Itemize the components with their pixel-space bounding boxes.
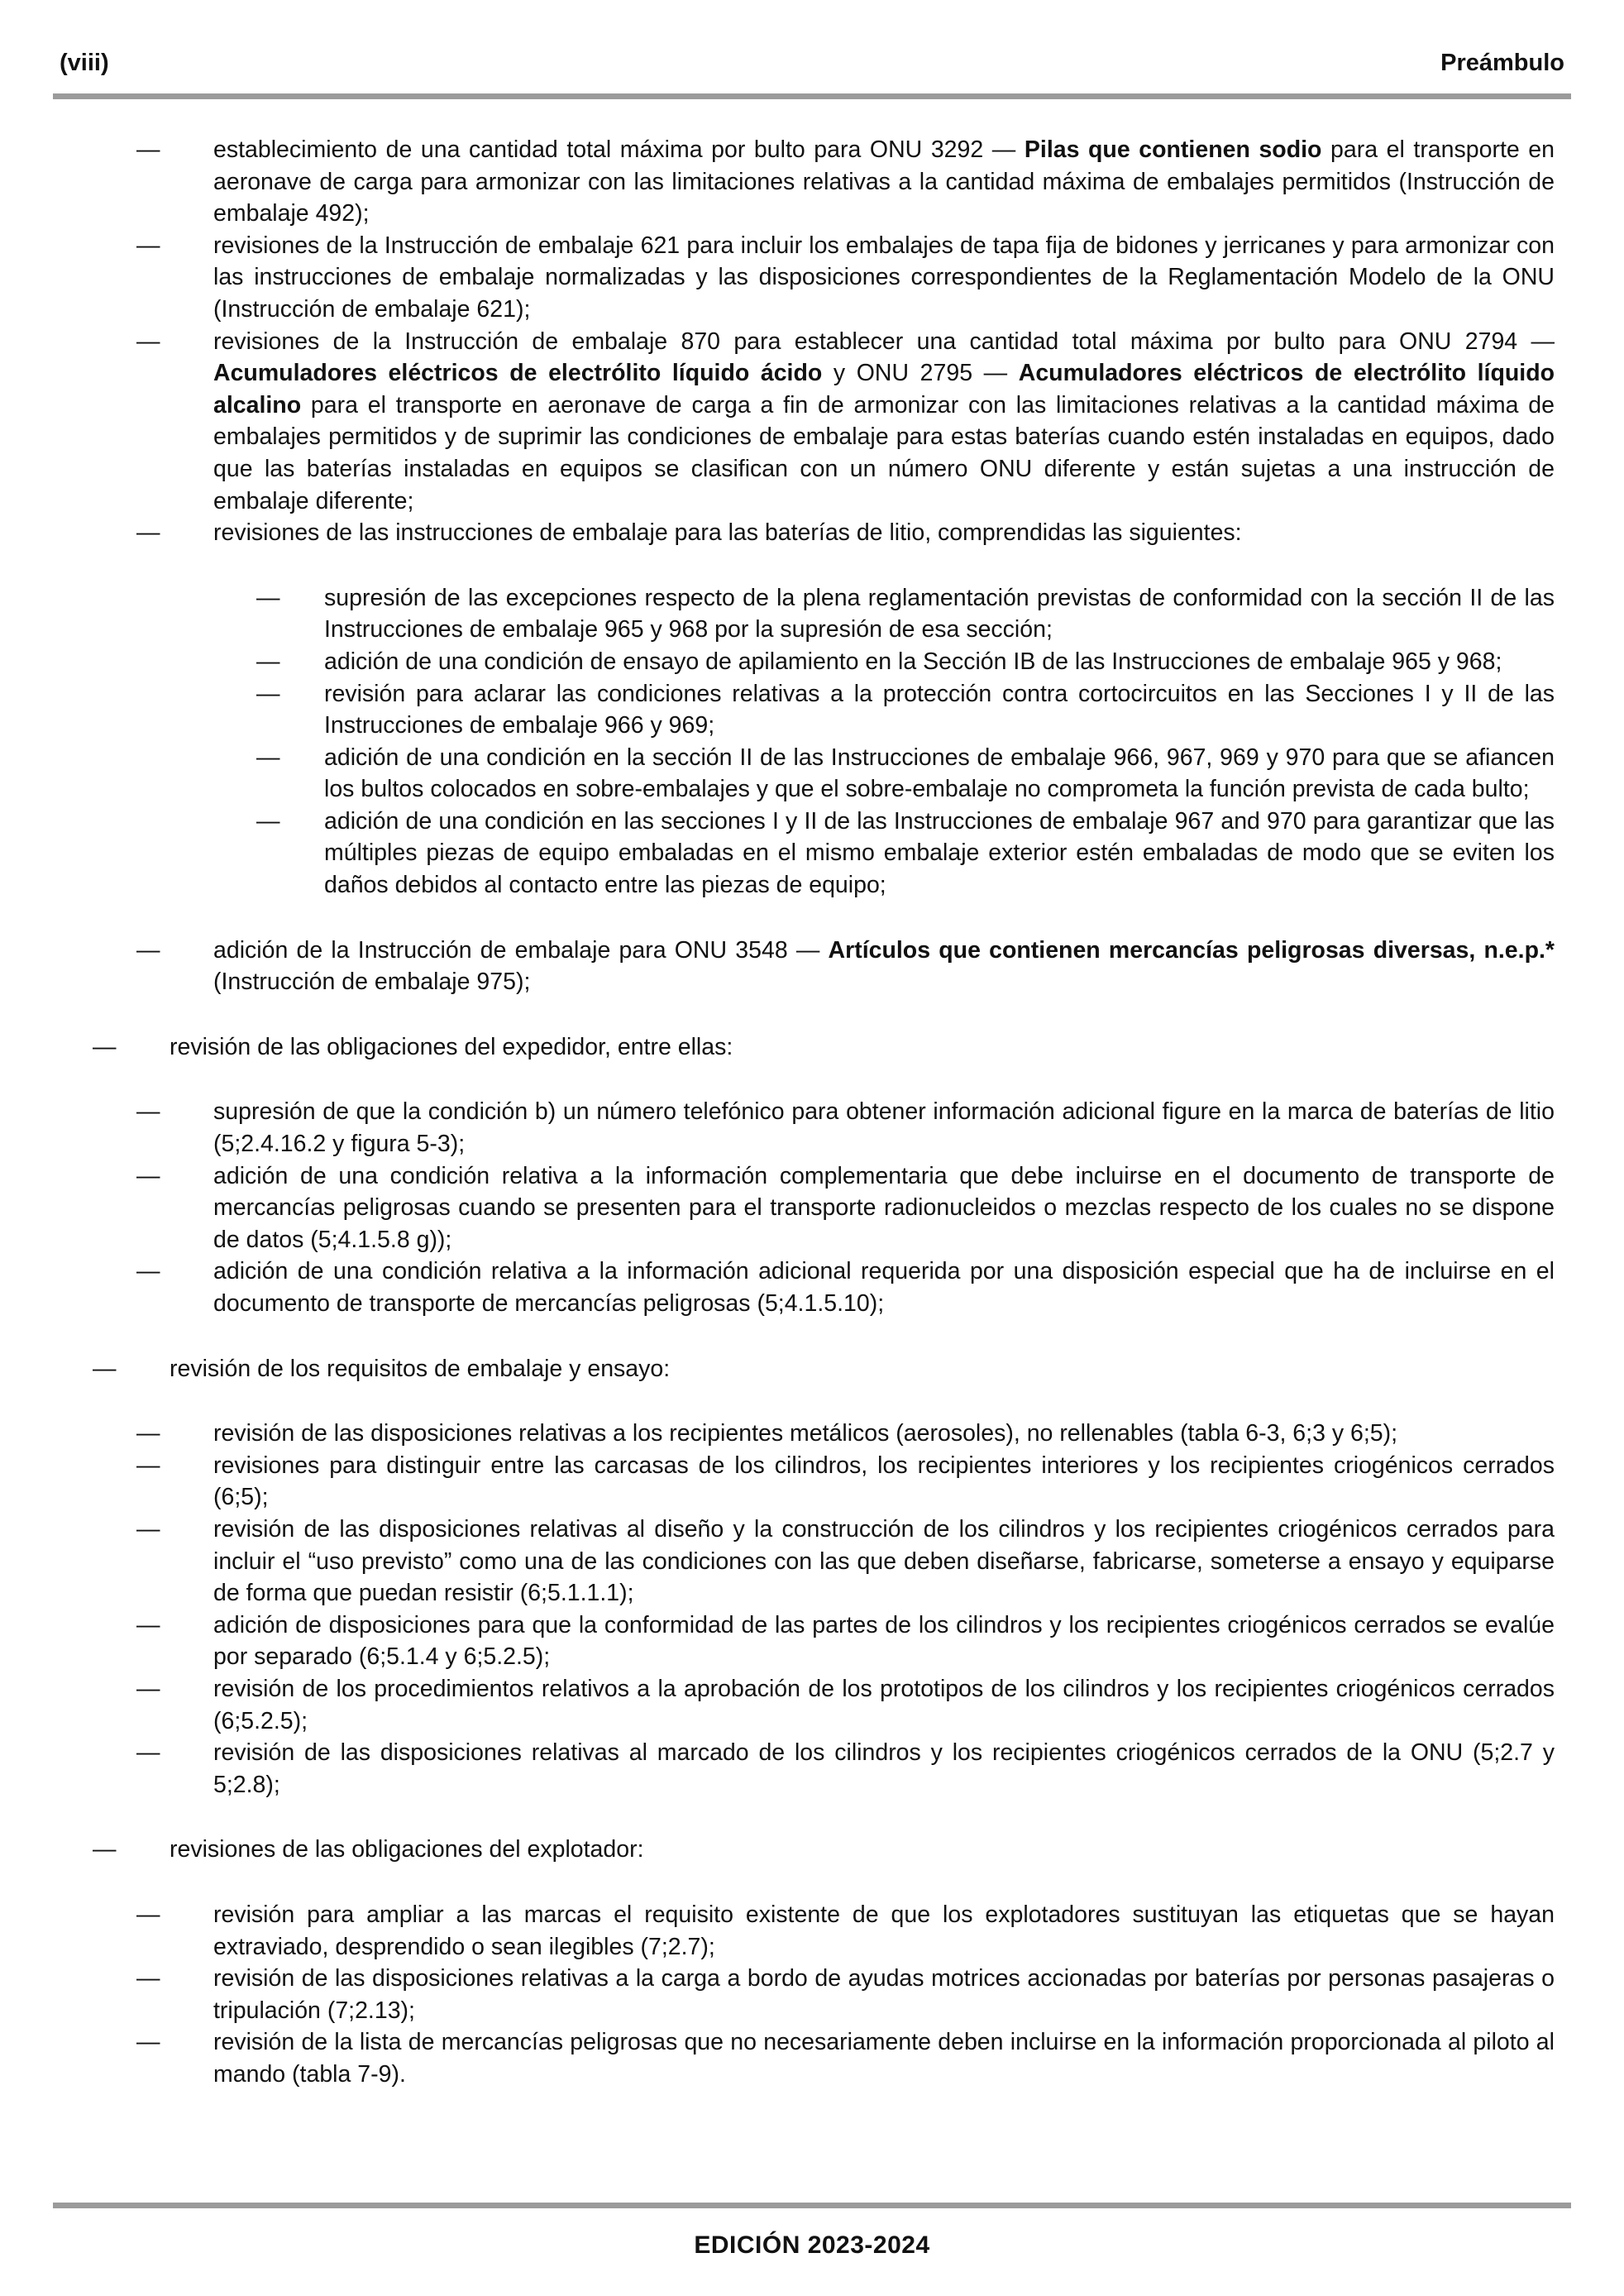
item-text — [324, 648, 1502, 675]
text-run: adición de la Instrucción de embalaje para ONU 3548 — — [213, 936, 829, 964]
dash-bullet: — — [93, 1355, 117, 1382]
dash-bullet: — — [136, 1258, 160, 1285]
text-run: para el transporte en aeronave de carga a fin de armonizar con las limitaciones relativas a la cantidad máxima de embalajes permitidos y de suprimir las condiciones de embalaje para estas baterías cuando estén instaladas en equipos, dado que las baterías instaladas en equipos se clasifican con un número ONU diferente y están sujetas a una instrucción de embalaje diferente; — [213, 391, 1555, 514]
dash-bullet: — — [136, 1162, 160, 1189]
list-item — [93, 1160, 1555, 1256]
item-text — [213, 328, 1555, 514]
item-text — [170, 1034, 733, 1060]
text-run: adición de una condición en la sección II de las Instrucciones de embalaje 966, 967, 969 y 970 para que se afiancen los bultos colocados en sobre-embalajes y que el sobre-embalaje no comprometa la función prevista de cada bulto; — [324, 744, 1555, 803]
dash-bullet: — — [136, 1675, 160, 1702]
list-item — [93, 1737, 1555, 1801]
list-item — [93, 1673, 1555, 1737]
text-run: para el transporte en aeronave de carga para armonizar con las limitaciones relativas a la cantidad máxima de embalajes permitidos (Instrucción de embalaje 492); — [213, 136, 1555, 227]
dash-bullet: — — [136, 1515, 160, 1543]
text-run: revisión de las disposiciones relativas a la carga a bordo de ayudas motrices accionadas por baterías por personas pasajeras o tripulación (7;2.13); — [213, 1965, 1555, 2024]
list-item — [93, 1353, 1555, 1385]
spacer — [93, 1801, 1555, 1834]
dash-bullet: — — [136, 1611, 160, 1638]
edition-footer: EDICIÓN 2023-2024 — [694, 2231, 930, 2259]
bold-term: Acumuladores eléctricos de electrólito líquido ácido — [213, 360, 823, 387]
item-text — [213, 1612, 1555, 1671]
dash-bullet: — — [136, 2029, 160, 2056]
dash-bullet: — — [256, 680, 280, 707]
spacer — [93, 1385, 1555, 1418]
list-item — [93, 1610, 1555, 1673]
dash-bullet: — — [136, 1098, 160, 1126]
item-text — [170, 1356, 670, 1382]
spacer — [93, 1866, 1555, 1899]
footer-rule — [53, 2203, 1571, 2208]
list-item — [93, 2026, 1555, 2090]
dash-bullet: — — [136, 936, 160, 964]
list-item — [93, 1418, 1555, 1450]
item-text — [213, 232, 1555, 323]
dash-bullet: — — [256, 648, 280, 675]
list-item — [93, 1834, 1555, 1866]
item-text — [324, 808, 1555, 898]
text-run: revisión de las disposiciones relativas al diseño y la construcción de los cilindros y los recipientes criogénicos cerrados para incluir el “uso previsto” como una de las condiciones con las que deben diseñarse, fabricarse, someterse a ensayo y equiparse de forma que puedan resistir (6;5.1.1.1); — [213, 1515, 1555, 1607]
list-item — [93, 646, 1555, 678]
text-run: revisión de las disposiciones relativas al marcado de los cilindros y los recipientes criogénicos cerrados de la ONU (5;2.7 y 5;2.8); — [213, 1739, 1555, 1798]
text-run: revisión de los requisitos de embalaje y ensayo: — [170, 1355, 671, 1382]
text-run: revisión de las disposiciones relativas a los recipientes metálicos (aerosoles), no rellenables (tabla 6-3, 6;3 y 6;5); — [213, 1420, 1398, 1447]
list-item — [93, 582, 1555, 646]
dash-bullet: — — [256, 807, 280, 835]
item-text — [213, 1452, 1555, 1511]
text-run: y ONU 2795 — — [822, 360, 1019, 387]
text-run: (Instrucción de embalaje 975); — [213, 969, 531, 996]
list-item — [93, 1514, 1555, 1610]
dash-bullet: — — [136, 1739, 160, 1767]
list-item — [93, 935, 1555, 998]
spacer — [93, 1320, 1555, 1353]
section-title: Preámbulo — [1440, 50, 1564, 76]
item-text — [324, 681, 1555, 739]
item-text — [324, 744, 1555, 803]
text-run: supresión de las excepciones respecto de la plena reglamentación previstas de conformidad con la sección II de las Instrucciones de embalaje 965 y 968 por la supresión de esa sección; — [324, 584, 1555, 643]
text-run: revisión de la lista de mercancías peligrosas que no necesariamente deben incluirse en la información proporcionada al piloto al mando (tabla 7-9). — [213, 2029, 1555, 2088]
item-text — [170, 1836, 644, 1863]
dash-bullet: — — [93, 1836, 117, 1863]
list-item — [93, 1963, 1555, 2026]
dash-bullet: — — [256, 744, 280, 771]
item-text — [213, 1420, 1397, 1447]
text-run: revisión de los procedimientos relativos a la aprobación de los prototipos de los cilindros y los recipientes criogénicos cerrados (6;5.2.5); — [213, 1675, 1555, 1734]
text-run: revisiones de la Instrucción de embalaje 621 para incluir los embalajes de tapa fija de bidones y jerricanes y para armonizar con las instrucciones de embalaje normalizadas y las disposiciones correspondientes de la Reglamentación Modelo de la ONU (Instrucción de embalaje 621); — [213, 232, 1555, 323]
page-number: (viii) — [60, 50, 109, 76]
list-item — [93, 134, 1555, 230]
item-text — [213, 1965, 1555, 2024]
item-text — [213, 1098, 1555, 1157]
item-text — [213, 136, 1555, 227]
text-run: adición de una condición de ensayo de apilamiento en la Sección IB de las Instrucciones de embalaje 965 y 968; — [324, 648, 1502, 675]
spacer — [93, 1063, 1555, 1096]
dash-bullet: — — [136, 1965, 160, 1992]
list-item — [93, 1096, 1555, 1160]
text-run: adición de una condición relativa a la información adicional requerida por una disposición especial que ha de incluirse en el documento de transporte de mercancías peligrosas (5;4.1.5.10); — [213, 1258, 1555, 1317]
page-header — [60, 50, 1564, 83]
dash-bullet: — — [136, 1452, 160, 1479]
item-text — [213, 1258, 1555, 1317]
text-run: revisiones de la Instrucción de embalaje 870 para establecer una cantidad total máxima por bulto para ONU 2794 — — [213, 328, 1555, 355]
bold-term: Pilas que contienen sodio — [1024, 136, 1322, 163]
item-text — [213, 1516, 1555, 1606]
list-item — [93, 1256, 1555, 1319]
list-item — [93, 1899, 1555, 1963]
item-text — [213, 1739, 1555, 1798]
text-run: adición de disposiciones para que la conformidad de las partes de los cilindros y los recipientes criogénicos cerrados se evalúe por separado (6;5.1.4 y 6;5.2.5); — [213, 1611, 1555, 1671]
text-run: revisiones de las obligaciones del explotador: — [170, 1836, 644, 1863]
dash-bullet: — — [136, 1901, 160, 1928]
item-text — [213, 1163, 1555, 1253]
text-run: revisión de las obligaciones del expedidor, entre ellas: — [170, 1033, 733, 1060]
dash-bullet: — — [93, 1033, 117, 1060]
header-rule — [53, 93, 1571, 99]
item-text — [213, 937, 1555, 996]
list-item — [93, 326, 1555, 518]
document-body — [93, 134, 1555, 2090]
list-item — [93, 230, 1555, 326]
spacer — [93, 549, 1555, 582]
text-run: revisión para ampliar a las marcas el requisito existente de que los explotadores sustituyan las etiquetas que se hayan extraviado, desprendido o sean ilegibles (7;2.7); — [213, 1901, 1555, 1960]
list-item — [93, 1450, 1555, 1514]
bold-term: Acumuladores eléctricos de electrólito líquido alcalino — [213, 360, 1555, 419]
dash-bullet: — — [136, 232, 160, 259]
list-item — [93, 517, 1555, 549]
dash-bullet: — — [136, 328, 160, 355]
list-item — [93, 678, 1555, 742]
text-run: establecimiento de una cantidad total máxima por bulto para ONU 3292 — — [213, 136, 1025, 163]
spacer — [93, 902, 1555, 935]
item-text — [213, 1676, 1555, 1734]
dash-bullet: — — [136, 519, 160, 547]
text-run: adición de una condición en las secciones I y II de las Instrucciones de embalaje 967 and 970 para garantizar que las múltiples piezas de equipo embaladas en el mismo embalaje exterior estén embaladas de modo que se eviten los daños debidos al contacto entre las piezas de equipo; — [324, 807, 1555, 899]
text-run: revisiones para distinguir entre las carcasas de los cilindros, los recipientes interiores y los recipientes criogénicos cerrados (6;5); — [213, 1452, 1555, 1511]
text-run: revisiones de las instrucciones de embalaje para las baterías de litio, comprendidas las siguientes: — [213, 519, 1242, 547]
spacer — [93, 998, 1555, 1031]
text-run: supresión de que la condición b) un número telefónico para obtener información adicional figure en la marca de baterías de litio (5;2.4.16.2 y figura 5-3); — [213, 1098, 1555, 1158]
text-run: adición de una condición relativa a la información complementaria que debe incluirse en el documento de transporte de mercancías peligrosas cuando se presenten para el transporte radionucleidos o mezclas respecto de los cuales no se dispone de datos (5;4.1.5.8 g)); — [213, 1162, 1555, 1253]
list-item — [93, 806, 1555, 902]
dash-bullet: — — [256, 584, 280, 611]
bold-term: Artículos que contienen mercancías peligrosas diversas, n.e.p.* — [828, 936, 1555, 964]
text-run: revisión para aclarar las condiciones relativas a la protección contra cortocircuitos en las Secciones I y II de las Instrucciones de embalaje 966 y 969; — [324, 680, 1555, 739]
item-text — [213, 1901, 1555, 1960]
item-text — [324, 585, 1555, 643]
dash-bullet: — — [136, 1420, 160, 1447]
list-item — [93, 742, 1555, 806]
item-text — [213, 519, 1242, 546]
list-item — [93, 1031, 1555, 1064]
dash-bullet: — — [136, 136, 160, 163]
item-text — [213, 2029, 1555, 2088]
